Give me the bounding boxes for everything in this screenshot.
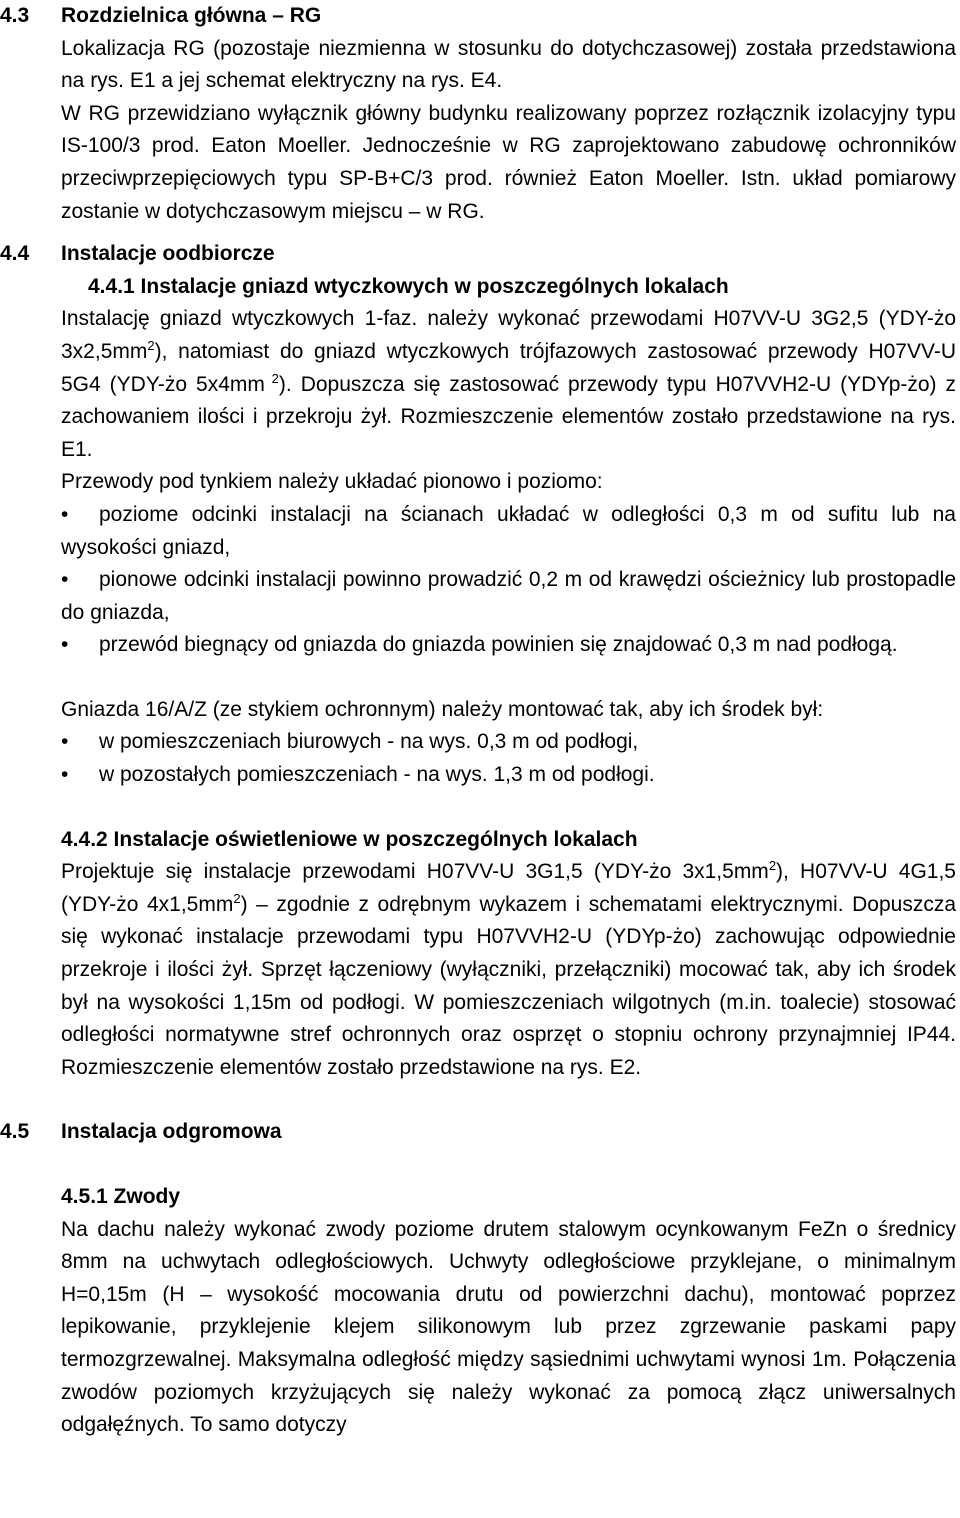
bullet-icon: •: [61, 502, 69, 526]
list-item: • w pomieszczeniach biurowych - na wys. 0,3 m od podłogi,: [61, 726, 956, 759]
section-number: 4.5: [0, 1120, 30, 1144]
section-number: 4.4: [0, 242, 30, 266]
list-item: • pionowe odcinki instalacji powinno prowadzić 0,2 m od krawędzi ościeżnicy lub prostopadle do gniazda,: [61, 564, 956, 629]
section-4-3-heading: [0, 0, 960, 33]
section-title: Instalacje oodbiorcze: [61, 242, 275, 266]
subsection-title: 4.5.1 Zwody: [61, 1185, 181, 1208]
paragraph: W RG przewidziano wyłącznik główny budynku realizowany poprzez rozłącznik izolacyjny typu IS-100/3 prod. Eaton Moeller. Jednocześnie w RG zaprojektowano zabudowę ochronników przeciwprzepięciowych typu SP-B+C/3 prod. również Eaton Moeller. Istn. układ pomiarowy zostanie w dotychczasowym miejscu – w RG.: [61, 101, 956, 223]
bullet-icon: •: [61, 730, 69, 754]
bullet-icon: •: [61, 633, 69, 657]
subsection-title: 4.4.2 Instalacje oświetleniowe w poszczególnych lokalach: [61, 827, 638, 851]
paragraph: Gniazda 16/A/Z (ze stykiem ochronnym) należy montować tak, aby ich środek był:: [61, 697, 824, 721]
bullet-icon: •: [61, 763, 69, 787]
paragraph: Przewody pod tynkiem należy układać pionowo i poziomo:: [61, 470, 603, 494]
list-item: • przewód biegnący od gniazda do gniazda powinien się znajdować 0,3 m nad podłogą.: [61, 629, 956, 662]
subsection-title: 4.4.1 Instalacje gniazd wtyczkowych w poszczególnych lokalach: [88, 274, 729, 298]
section-title: Instalacja odgromowa: [61, 1120, 282, 1144]
bullet-list: [0, 499, 960, 662]
paragraph: Lokalizacja RG (pozostaje niezmienna w stosunku do dotychczasowej) została przedstawiona na rys. E1 a jej schemat elektryczny na rys. E4.: [61, 36, 956, 93]
section-4-5-heading: [0, 1116, 960, 1149]
section-number: 4.3: [0, 4, 30, 27]
bullet-list: [0, 726, 960, 791]
list-item: • poziome odcinki instalacji na ścianach układać w odległości 0,3 m od sufitu lub na wysokości gniazd,: [61, 499, 956, 564]
section-4-4-heading: [0, 238, 960, 271]
bullet-icon: •: [61, 568, 69, 592]
paragraph: Instalację gniazd wtyczkowych 1-faz. należy wykonać przewodami H07VV-U 3G2,5 (YDY-żo $3x2,5mm^2$), natomiast do gniazd wtyczkowych trójfazowych zastosować przewody H07VV-U 5G4 (YDY-żo 5x4mm $^2$). Dopuszcza się zastosować przewody typu H07VVH2-U (YDYp-żo) z zachowaniem ilości i przekroju żył. Rozmieszczenie elementów zostało przedstawione na rys. E1.: [61, 307, 957, 461]
list-item: • w pozostałych pomieszczeniach - na wys. 1,3 m od podłogi.: [61, 759, 956, 792]
paragraph: Projektuje się instalacje przewodami H07VV-U 3G1,5 (YDY-żo $3x1,5mm^2$), H07VV-U 4G1,5 (YDY-żo $4x1,5mm^2$) – zgodnie z odrębnym wykazem i schematami elektrycznymi. Dopuszcza się wykonać instalacje przewodami typu H07VVH2-U (YDYp-żo) zachowując odpowiednie przekroje i ilości żył. Sprzęt łączeniowy (wyłączniki, przełączniki) mocować tak, aby ich środek był na wysokości 1,15m od podłogi. W pomieszczeniach wilgotnych (m.in. toalecie) stosować odległości normatywne stref ochronnych oraz osprzęt o stopniu ochrony przynajmniej IP44. Rozmieszczenie elementów zostało przedstawione na rys. E2.: [61, 858, 956, 1079]
section-title: Rozdzielnica główna – RG: [61, 4, 322, 27]
paragraph: Na dachu należy wykonać zwody poziome drutem stalowym ocynkowanym FeZn o średnicy 8mm na uchwytach odległościowych. Uchwyty odległościowe przyklejane, o minimalnym H=0,15m (H – wysokość mocowania drutu od powierzchni dachu), montować poprzez lepikowanie, przyklejenie klejem silikonowym lub przez zgrzewanie paskami papy termozgrzewalnej. Maksymalna odległość między sąsiednimi uchwytami wynosi 1m. Połączenia zwodów poziomych krzyżujących się należy wykonać za pomocą złącz uniwersalnych odgałęźnych. To samo dotyczy: [61, 1217, 956, 1437]
